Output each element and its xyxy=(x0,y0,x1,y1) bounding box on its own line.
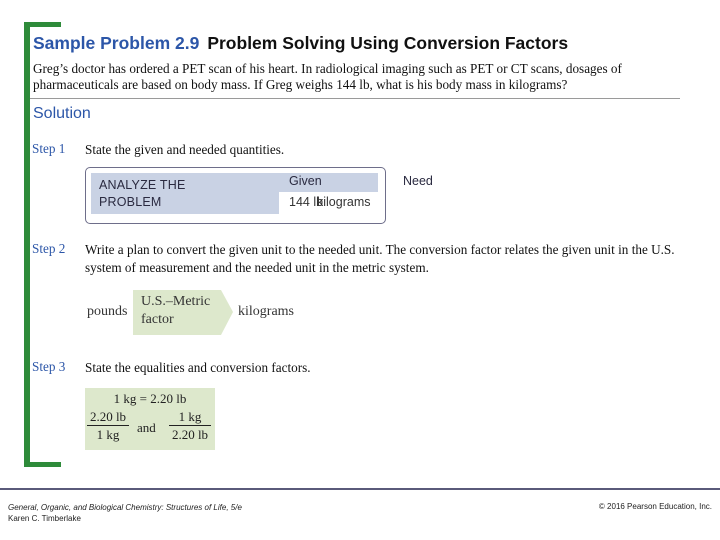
step-3-text: State the equalities and conversion factors. xyxy=(85,360,311,375)
analyze-header-row xyxy=(279,173,433,192)
header-divider xyxy=(30,98,680,99)
factor-1-bar xyxy=(87,425,129,426)
plan-factor-line1: U.S.–Metric xyxy=(141,294,211,309)
step-3-label: Step 3 xyxy=(32,359,66,374)
factor-2-numerator: 1 kg xyxy=(178,409,202,424)
given-header: Given xyxy=(289,174,322,188)
conversion-factor-2 xyxy=(169,409,211,442)
footer-citation xyxy=(8,502,242,524)
step-2-label: Step 2 xyxy=(32,241,66,256)
plan-factor-line2: factor xyxy=(141,312,174,327)
step-1-text: State the given and needed quantities. xyxy=(85,142,285,157)
solution-heading: Solution xyxy=(33,105,91,122)
step-2-text: Write a plan to convert the given unit to the needed unit. The conversion factor relates the given unit in the U.S. system of measurement and the needed unit in the metric system. xyxy=(85,242,675,275)
footer-author: Karen C. Timberlake xyxy=(8,514,81,523)
need-value: kilograms xyxy=(317,195,371,209)
factor-2-bar xyxy=(169,425,211,426)
bracket-bottom xyxy=(24,462,61,467)
sample-problem-number: Sample Problem 2.9 xyxy=(33,33,200,53)
bracket-top xyxy=(24,22,61,27)
analyze-label-cell xyxy=(91,173,279,214)
problem-statement: Greg’s doctor has ordered a PET scan of his heart. In radiological imaging such as PET or CT scans, dosages of pharmaceuticals are based on body mass. If Greg weighs 144 lb, what is his body mass in kilograms? xyxy=(33,61,622,92)
conversion-plan xyxy=(85,290,325,335)
left-bracket xyxy=(24,22,30,467)
factor-2-denominator: 2.20 lb xyxy=(171,427,209,442)
factor-1-numerator: 2.20 lb xyxy=(89,409,127,424)
footer-divider xyxy=(0,488,720,490)
analyze-label-line2: PROBLEM xyxy=(99,195,162,209)
equality-statement: 1 kg = 2.20 lb xyxy=(113,391,187,406)
equalities-box xyxy=(85,388,215,450)
conversion-factor-1 xyxy=(87,409,129,442)
plan-to-unit: kilograms xyxy=(238,304,294,319)
plan-from-unit: pounds xyxy=(87,304,128,319)
step-1-label: Step 1 xyxy=(32,141,66,156)
footer-book-title: General, Organic, and Biological Chemistry: Structures of Life, 5/e xyxy=(8,503,242,512)
sample-problem-title: Problem Solving Using Conversion Factors xyxy=(207,33,569,53)
analyze-the-problem-box xyxy=(85,167,433,224)
need-header: Need xyxy=(403,174,433,188)
given-value: 144 lb xyxy=(289,195,324,209)
analyze-label-line1: ANALYZE THE xyxy=(99,178,186,192)
page-title xyxy=(33,33,568,54)
conjunction-and: and xyxy=(137,420,156,435)
factor-1-denominator: 1 kg xyxy=(96,427,120,442)
footer-copyright: © 2016 Pearson Education, Inc. xyxy=(598,502,712,511)
